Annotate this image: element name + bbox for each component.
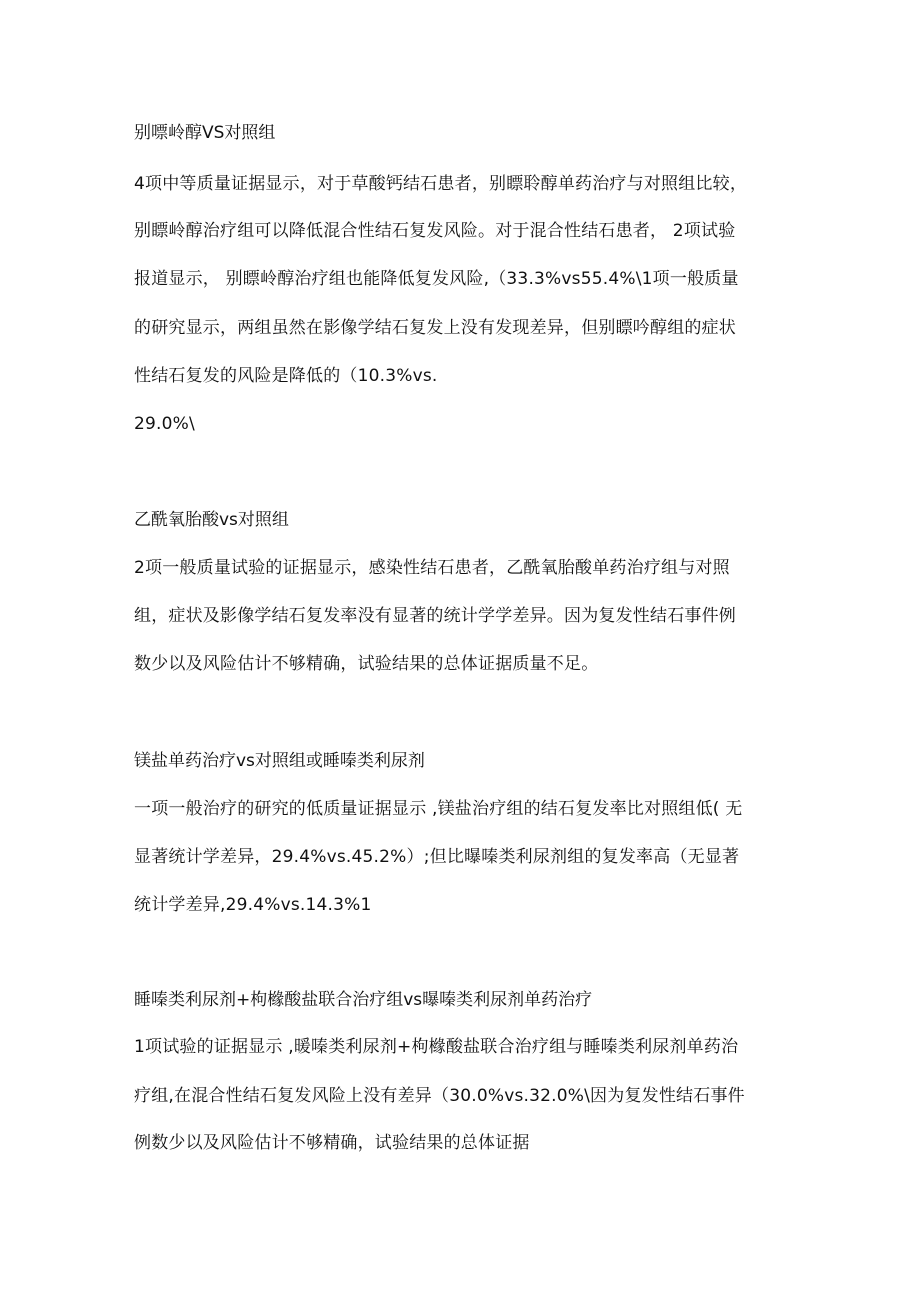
paragraph-line: 29.0%\ bbox=[134, 414, 195, 434]
paragraph-line: 报道显示， 别瞟岭醇治疗组也能降低复发风险,（33.3%vs55.4%\1项一般质量 bbox=[134, 269, 739, 289]
paragraph-line: 4项中等质量证据显示，对于草酸钙结石患者，别瞟聆醇单药治疗与对照组比较， bbox=[134, 174, 748, 194]
paragraph-line: 性结石复发的风险是降低的（10.3%vs. bbox=[134, 366, 438, 386]
paragraph-line: 例数少以及风险估计不够精确，试验结果的总体证据 bbox=[134, 1133, 530, 1153]
paragraph-line: 别瞟岭醇治疗组可以降低混合性结石复发风险。对于混合性结石患者， 2项试验 bbox=[134, 221, 736, 241]
paragraph-line: 2项一般质量试验的证据显示，感染性结石患者，乙酰氧胎酸单药治疗组与对照 bbox=[134, 558, 730, 578]
section-heading: 睡嗪类利尿剂+枸橼酸盐联合治疗组vs曝嗪类利尿剂单药治疗 bbox=[134, 990, 593, 1010]
paragraph-line: 显著统计学差异，29.4%vs.45.2%）;但比曝嗪类利尿剂组的复发率高（无显著 bbox=[134, 847, 740, 867]
paragraph-line: 统计学差异,29.4%vs.14.3%1 bbox=[134, 895, 372, 915]
paragraph-line: 组，症状及影像学结石复发率没有显著的统计学学差异。因为复发性结石事件例 bbox=[134, 606, 736, 626]
paragraph-line: 一项一般治疗的研究的低质量证据显示 ,镁盐治疗组的结石复发率比对照组低( 无 bbox=[134, 799, 743, 819]
paragraph-line: 数少以及风险估计不够精确，试验结果的总体证据质量不足。 bbox=[134, 654, 599, 674]
section-heading: 别嘌岭醇VS对照组 bbox=[134, 123, 276, 143]
paragraph-line: 疗组,在混合性结石复发风险上没有差异（30.0%vs.32.0%\因为复发性结石事件 bbox=[134, 1086, 745, 1106]
paragraph-line: 1项试验的证据显示 ,暖嗪类利尿剂+枸橼酸盐联合治疗组与睡嗪类利尿剂单药治 bbox=[134, 1037, 739, 1057]
section-heading: 乙酰氧胎酸vs对照组 bbox=[134, 510, 289, 530]
paragraph-line: 的研究显示，两组虽然在影像学结石复发上没有发现差异，但别瞟吟醇组的症状 bbox=[134, 318, 736, 338]
section-heading: 镁盐单药治疗vs对照组或睡嗪类利尿剂 bbox=[134, 751, 425, 771]
